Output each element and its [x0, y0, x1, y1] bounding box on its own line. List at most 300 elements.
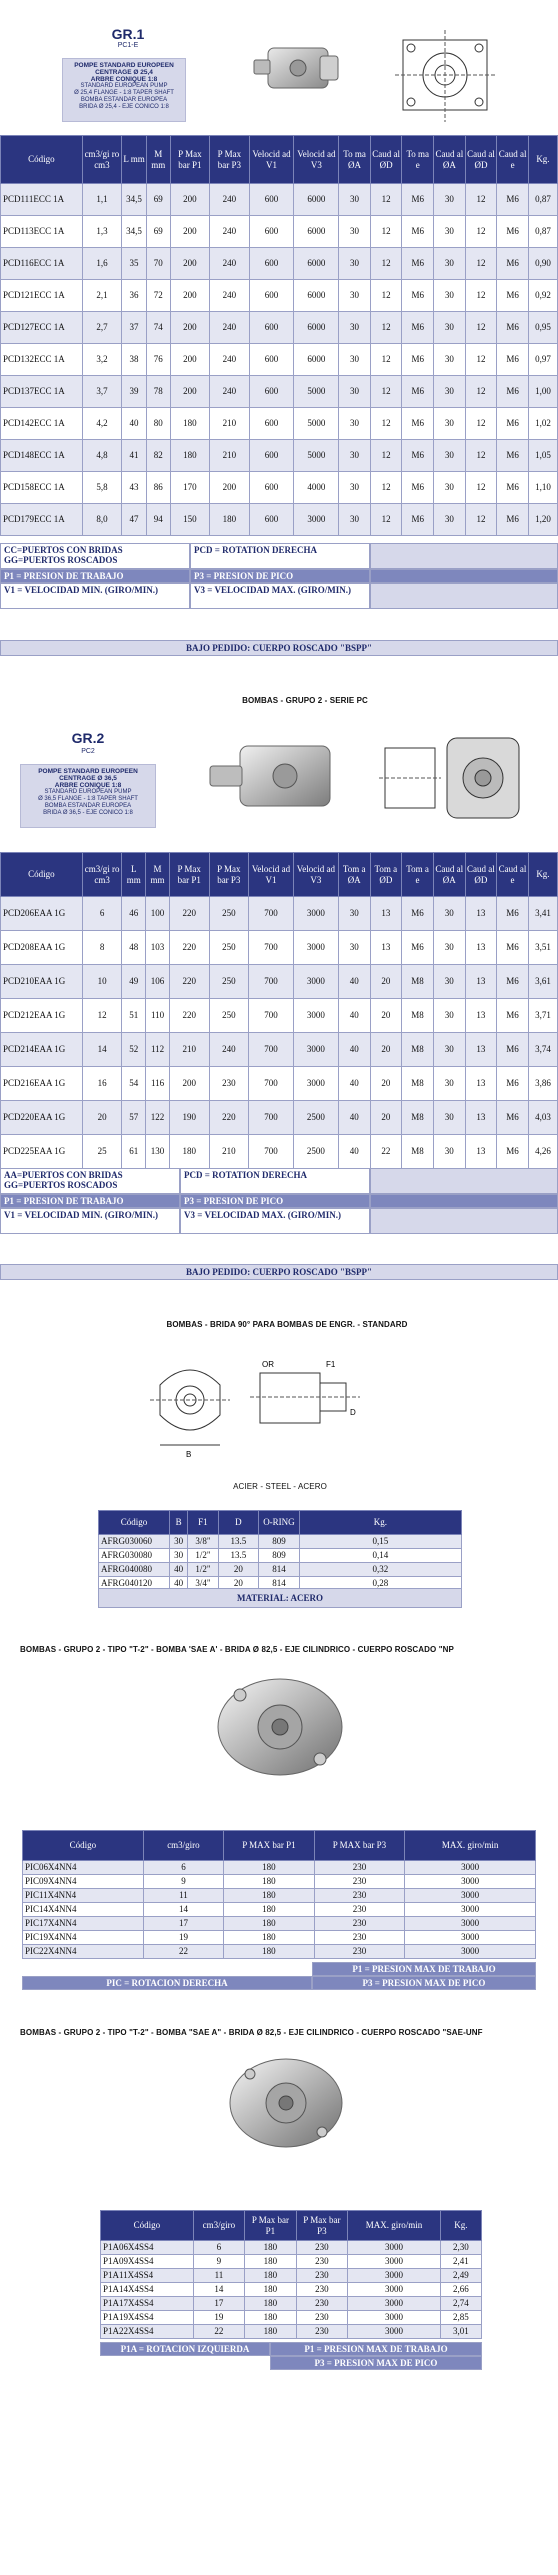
column-header: P Max bar P3: [210, 136, 250, 184]
table-cell: 12: [465, 344, 497, 376]
table-cell: 180: [224, 1917, 315, 1931]
table-cell: 6000: [294, 280, 339, 312]
legend-ports: CC=PUERTOS CON BRIDAS GG=PUERTOS ROSCADOS: [0, 543, 190, 569]
table-cell: 30: [433, 965, 465, 999]
table-row: [1, 440, 558, 472]
table-cell: 0,87: [528, 216, 557, 248]
table-cell: 4,26: [528, 1135, 557, 1169]
table-cell: 180: [245, 2241, 296, 2255]
gr2-pump-photo: [200, 726, 350, 826]
product-code: P1A22X4SS4: [101, 2325, 194, 2339]
table-cell: 6: [82, 897, 122, 931]
table-cell: 180: [224, 1875, 315, 1889]
table-cell: 180: [224, 1889, 315, 1903]
table-row: [99, 1563, 462, 1577]
legend-rotation: PIC = ROTACION DERECHA: [22, 1976, 312, 1990]
table-cell: 30: [339, 248, 371, 280]
column-header: D: [218, 1511, 259, 1535]
table-cell: 6: [193, 2241, 244, 2255]
info-line: STANDARD EUROPEAN PUMP: [44, 789, 132, 795]
product-code: PIC09X4NN4: [23, 1875, 144, 1889]
table-row: [1, 999, 558, 1033]
table-cell: M8: [402, 1101, 434, 1135]
table-cell: 3,2: [82, 344, 122, 376]
product-code: PIC19X4NN4: [23, 1931, 144, 1945]
table-cell: 25: [82, 1135, 122, 1169]
table-row: [101, 2311, 482, 2325]
table-cell: 170: [170, 472, 210, 504]
table-row: [101, 2255, 482, 2269]
table-cell: 38: [122, 344, 147, 376]
table-cell: 40: [169, 1563, 187, 1577]
table-cell: 30: [339, 376, 371, 408]
table-cell: 94: [146, 504, 170, 536]
table-cell: 0,28: [299, 1577, 461, 1591]
product-code: AFRG040080: [99, 1563, 170, 1577]
table-row: [1, 472, 558, 504]
product-code: PCD208EAA 1G: [1, 931, 83, 965]
table-cell: 180: [224, 1903, 315, 1917]
product-code: P1A19X4SS4: [101, 2311, 194, 2325]
table-cell: 30: [433, 1135, 465, 1169]
table-cell: 3000: [405, 1889, 536, 1903]
table-cell: 20: [370, 999, 402, 1033]
legend-v1: V1 = VELOCIDAD MIN. (GIRO/MIN.): [0, 583, 190, 609]
table-cell: M6: [402, 184, 434, 216]
table-cell: 12: [465, 376, 497, 408]
product-code: PCD212EAA 1G: [1, 999, 83, 1033]
table-cell: 116: [146, 1067, 170, 1101]
table-cell: 200: [210, 472, 250, 504]
product-code: AFRG030080: [99, 1549, 170, 1563]
brida-footer: MATERIAL: ACERO: [98, 1588, 462, 1608]
column-header: Tom a ØA: [338, 853, 370, 897]
column-header: Código: [101, 2211, 194, 2241]
table-cell: 40: [338, 999, 370, 1033]
table-cell: 30: [339, 472, 371, 504]
product-code: PCD121ECC 1A: [1, 280, 83, 312]
table-cell: 6000: [294, 216, 339, 248]
table-cell: 2,49: [440, 2269, 481, 2283]
product-code: P1A17X4SS4: [101, 2297, 194, 2311]
table-cell: 0,95: [528, 312, 557, 344]
table-header-row: [1, 853, 558, 897]
table-row: [99, 1549, 462, 1563]
column-header: Caud al e: [497, 136, 529, 184]
pic-legend: [22, 1962, 536, 1990]
table-cell: 600: [249, 216, 294, 248]
table-cell: 52: [122, 1033, 146, 1067]
table-cell: 240: [209, 1033, 249, 1067]
table-row: [23, 1875, 536, 1889]
table-cell: 3000: [348, 2241, 441, 2255]
table-cell: 40: [338, 1101, 370, 1135]
table-cell: M6: [497, 1033, 529, 1067]
table-cell: 6000: [294, 248, 339, 280]
info-line: ARBRE CONIQUE 1:8: [54, 782, 122, 789]
table-row: [1, 897, 558, 931]
table-row: [1, 1101, 558, 1135]
table-cell: 180: [245, 2255, 296, 2269]
legend-ports: AA=PUERTOS CON BRIDAS GG=PUERTOS ROSCADOS: [0, 1168, 180, 1194]
svg-text:OR: OR: [262, 1360, 274, 1369]
table-cell: M6: [402, 312, 434, 344]
table-cell: 30: [339, 280, 371, 312]
column-header: Tom a ØD: [370, 853, 402, 897]
table-cell: 230: [209, 1067, 249, 1101]
legend-p1: P1 = PRESION MAX DE TRABAJO: [312, 1962, 536, 1976]
info-line: Ø 25,4 FLANGE - 1:8 TAPER SHAFT: [74, 90, 174, 96]
table-cell: 3000: [293, 931, 338, 965]
table-cell: 100: [146, 897, 170, 931]
table-cell: 200: [170, 280, 210, 312]
column-header: Kg.: [440, 2211, 481, 2241]
column-header: P Max bar P3: [296, 2211, 347, 2241]
table-cell: 230: [314, 1931, 405, 1945]
table-cell: 200: [170, 344, 210, 376]
table-cell: M6: [497, 248, 529, 280]
table-cell: 130: [146, 1135, 170, 1169]
column-header: Caud al e: [497, 853, 529, 897]
table-cell: 3/4": [188, 1577, 218, 1591]
table-cell: 30: [434, 312, 466, 344]
table-cell: 809: [259, 1549, 300, 1563]
table-cell: 2,41: [440, 2255, 481, 2269]
table-cell: 37: [122, 312, 147, 344]
table-cell: 180: [210, 504, 250, 536]
pia-legend: [100, 2342, 482, 2370]
table-cell: 30: [434, 504, 466, 536]
table-cell: 210: [210, 408, 250, 440]
table-row: [1, 408, 558, 440]
product-code: PCD179ECC 1A: [1, 504, 83, 536]
column-header: O-RING: [259, 1511, 300, 1535]
table-cell: 250: [209, 965, 249, 999]
pia-spec-table: [100, 2210, 482, 2339]
gr2-banner: BOMBAS - GRUPO 2 - SERIE PC: [242, 696, 368, 705]
legend-spacer: [22, 1962, 312, 1976]
table-cell: 150: [170, 504, 210, 536]
table-header-row: [99, 1511, 462, 1535]
table-cell: 51: [122, 999, 146, 1033]
table-cell: 40: [338, 965, 370, 999]
table-cell: 190: [169, 1101, 209, 1135]
table-cell: 69: [146, 184, 170, 216]
table-cell: 600: [249, 504, 294, 536]
table-cell: 6000: [294, 184, 339, 216]
table-cell: 3/8": [188, 1535, 218, 1549]
product-code: AFRG030060: [99, 1535, 170, 1549]
gr2-info-box: [20, 764, 156, 828]
column-header: Caud al ØD: [465, 136, 497, 184]
table-cell: 240: [210, 216, 250, 248]
table-cell: 13: [465, 1067, 497, 1101]
table-cell: 39: [122, 376, 147, 408]
table-cell: 700: [249, 931, 294, 965]
table-cell: 220: [169, 999, 209, 1033]
table-cell: 72: [146, 280, 170, 312]
table-cell: 30: [339, 504, 371, 536]
table-row: [23, 1889, 536, 1903]
column-header: To ma e: [402, 136, 434, 184]
table-cell: M6: [402, 440, 434, 472]
table-cell: 30: [339, 344, 371, 376]
table-cell: M6: [497, 504, 529, 536]
table-cell: 700: [249, 1135, 294, 1169]
table-cell: 17: [143, 1917, 223, 1931]
table-cell: 0,97: [528, 344, 557, 376]
product-code: PCD158ECC 1A: [1, 472, 83, 504]
legend-empty: [370, 583, 558, 609]
table-cell: 112: [146, 1033, 170, 1067]
table-cell: 230: [314, 1861, 405, 1875]
table-cell: 180: [224, 1931, 315, 1945]
table-cell: 30: [339, 312, 371, 344]
legend-v3: V3 = VELOCIDAD MAX. (GIRO/MIN.): [190, 583, 370, 609]
legend-p1: P1 = PRESION DE TRABAJO: [0, 1194, 180, 1208]
table-row: [1, 965, 558, 999]
table-row: [1, 1135, 558, 1169]
table-cell: M6: [497, 344, 529, 376]
gr2-title: GR.2: [71, 730, 105, 746]
table-cell: 180: [245, 2311, 296, 2325]
table-cell: 600: [249, 440, 294, 472]
legend-empty: [370, 1208, 558, 1234]
product-code: PCD132ECC 1A: [1, 344, 83, 376]
table-cell: 12: [465, 504, 497, 536]
table-cell: 3,71: [528, 999, 557, 1033]
column-header: P MAX bar P3: [314, 1831, 405, 1861]
table-cell: 30: [169, 1535, 187, 1549]
table-cell: M6: [497, 472, 529, 504]
gr1-bottom-note: BAJO PEDIDO: CUERPO ROSCADO "BSPP": [0, 640, 558, 656]
table-cell: 230: [314, 1889, 405, 1903]
table-cell: 0,92: [528, 280, 557, 312]
table-cell: M8: [402, 999, 434, 1033]
product-code: PCD216EAA 1G: [1, 1067, 83, 1101]
table-cell: 20: [218, 1563, 259, 1577]
table-cell: 30: [433, 897, 465, 931]
table-cell: 30: [433, 999, 465, 1033]
product-code: PCD116ECC 1A: [1, 248, 83, 280]
table-cell: 19: [143, 1931, 223, 1945]
brida-caption: ACIER - STEEL - ACERO: [233, 1482, 327, 1491]
table-cell: 600: [249, 344, 294, 376]
table-cell: 12: [370, 344, 402, 376]
table-cell: 12: [370, 312, 402, 344]
table-cell: 180: [245, 2283, 296, 2297]
table-cell: M6: [402, 248, 434, 280]
table-cell: 3,7: [82, 376, 122, 408]
gr2-technical-drawing: [375, 720, 525, 840]
table-cell: 13: [370, 931, 402, 965]
table-cell: 3000: [293, 1067, 338, 1101]
table-cell: 600: [249, 472, 294, 504]
table-row: [1, 1033, 558, 1067]
table-cell: 47: [122, 504, 147, 536]
table-cell: 20: [370, 1033, 402, 1067]
table-cell: 0,87: [528, 184, 557, 216]
column-header: B: [169, 1511, 187, 1535]
table-cell: 230: [296, 2297, 347, 2311]
table-cell: 200: [170, 248, 210, 280]
table-cell: 12: [465, 248, 497, 280]
column-header: Caud al ØD: [370, 136, 402, 184]
table-cell: 230: [296, 2269, 347, 2283]
table-cell: 13.5: [218, 1535, 259, 1549]
column-header: cm3/gi ro cm3: [82, 136, 122, 184]
table-cell: M6: [497, 1067, 529, 1101]
table-cell: M6: [497, 312, 529, 344]
pic-pump-photo: [200, 1665, 360, 1790]
gr1-technical-drawing: [385, 26, 505, 126]
table-cell: 700: [249, 1067, 294, 1101]
table-cell: 240: [210, 344, 250, 376]
info-line: STANDARD EUROPEAN PUMP: [80, 83, 168, 89]
info-line: CENTRAGE Ø 25,4: [95, 69, 153, 76]
table-cell: 2500: [293, 1135, 338, 1169]
gr1-info-box: [62, 58, 186, 122]
table-row: [1, 376, 558, 408]
table-cell: 14: [82, 1033, 122, 1067]
table-cell: 3,61: [528, 965, 557, 999]
table-cell: 600: [249, 184, 294, 216]
info-line: BOMBA ESTANDAR EUROPEA: [44, 803, 132, 809]
brida-technical-drawing: [150, 1345, 390, 1465]
table-cell: 46: [122, 897, 146, 931]
table-cell: 2,74: [440, 2297, 481, 2311]
table-cell: 809: [259, 1535, 300, 1549]
table-cell: M6: [402, 931, 434, 965]
column-header: M mm: [146, 136, 170, 184]
column-header: F1: [188, 1511, 218, 1535]
table-cell: M6: [497, 440, 529, 472]
column-header: Código: [99, 1511, 170, 1535]
table-cell: 40: [122, 408, 147, 440]
table-cell: 34,5: [122, 216, 147, 248]
table-cell: 12: [370, 376, 402, 408]
table-cell: 240: [210, 312, 250, 344]
info-line: BRIDA Ø 25,4 - EJE CONICO 1:8: [79, 104, 169, 110]
table-row: [1, 504, 558, 536]
info-line: POMPE STANDARD EUROPEEN: [74, 62, 174, 69]
table-cell: 1,00: [528, 376, 557, 408]
table-cell: 34,5: [122, 184, 147, 216]
column-header: Velocid ad V3: [293, 853, 338, 897]
table-cell: 12: [465, 408, 497, 440]
table-cell: 20: [82, 1101, 122, 1135]
table-row: [101, 2325, 482, 2339]
table-cell: 3000: [348, 2325, 441, 2339]
table-cell: M6: [402, 216, 434, 248]
table-cell: 22: [193, 2325, 244, 2339]
product-code: AFRG040120: [99, 1577, 170, 1591]
table-cell: M6: [402, 897, 434, 931]
table-cell: 35: [122, 248, 147, 280]
legend-p1: P1 = PRESION MAX DE TRABAJO: [270, 2342, 482, 2356]
gr2-header: [0, 716, 558, 851]
table-cell: 250: [209, 931, 249, 965]
table-row: [23, 1945, 536, 1959]
table-cell: 210: [209, 1135, 249, 1169]
table-cell: 20: [370, 965, 402, 999]
column-header: P MAX bar P1: [224, 1831, 315, 1861]
info-line: Ø 36,5 FLANGE - 1:8 TAPER SHAFT: [38, 796, 138, 802]
table-cell: M8: [402, 1067, 434, 1101]
product-code: PCD148ECC 1A: [1, 440, 83, 472]
table-cell: 1/2": [188, 1563, 218, 1577]
table-cell: 3,51: [528, 931, 557, 965]
table-row: [101, 2297, 482, 2311]
table-cell: 4,2: [82, 408, 122, 440]
table-header-row: [23, 1831, 536, 1861]
table-cell: M6: [497, 931, 529, 965]
table-cell: 30: [434, 280, 466, 312]
table-cell: M6: [497, 965, 529, 999]
table-cell: 180: [245, 2297, 296, 2311]
column-header: Tom a e: [402, 853, 434, 897]
info-line: CENTRAGE Ø 36,5: [59, 775, 117, 782]
table-cell: 230: [314, 1875, 405, 1889]
column-header: L mm: [122, 136, 147, 184]
table-cell: 20: [218, 1577, 259, 1591]
table-cell: 8: [82, 931, 122, 965]
table-cell: M6: [497, 999, 529, 1033]
table-cell: 230: [314, 1903, 405, 1917]
table-cell: 180: [224, 1861, 315, 1875]
table-cell: 220: [209, 1101, 249, 1135]
table-cell: 9: [193, 2255, 244, 2269]
table-cell: 30: [434, 248, 466, 280]
product-code: PCD214EAA 1G: [1, 1033, 83, 1067]
legend-v1: V1 = VELOCIDAD MIN. (GIRO/MIN.): [0, 1208, 180, 1234]
table-cell: 13: [465, 1135, 497, 1169]
column-header: Código: [1, 853, 83, 897]
table-cell: 200: [169, 1067, 209, 1101]
table-cell: 69: [146, 216, 170, 248]
table-row: [101, 2269, 482, 2283]
product-code: P1A09X4SS4: [101, 2255, 194, 2269]
product-code: P1A06X4SS4: [101, 2241, 194, 2255]
table-cell: 3000: [348, 2283, 441, 2297]
table-cell: 600: [249, 312, 294, 344]
gr1-subtitle: PC1-E: [117, 42, 139, 49]
svg-text:F1: F1: [326, 1360, 336, 1369]
legend-v3: V3 = VELOCIDAD MAX. (GIRO/MIN.): [180, 1208, 370, 1234]
legend-empty: [370, 1194, 558, 1208]
table-cell: 5,8: [82, 472, 122, 504]
gr2-subtitle: PC2: [81, 748, 95, 755]
table-cell: 22: [143, 1945, 223, 1959]
legend-empty: [370, 543, 558, 569]
table-cell: 240: [210, 184, 250, 216]
table-cell: 180: [245, 2269, 296, 2283]
table-cell: 2,30: [440, 2241, 481, 2255]
table-row: [1, 931, 558, 965]
table-cell: 600: [249, 280, 294, 312]
table-cell: 3000: [405, 1861, 536, 1875]
table-cell: 210: [169, 1033, 209, 1067]
table-cell: 4,8: [82, 440, 122, 472]
table-cell: 3000: [348, 2255, 441, 2269]
table-row: [99, 1535, 462, 1549]
table-cell: 220: [169, 965, 209, 999]
table-cell: 30: [169, 1549, 187, 1563]
table-cell: 230: [296, 2283, 347, 2297]
table-cell: 13: [465, 931, 497, 965]
table-cell: 8,0: [82, 504, 122, 536]
table-cell: M6: [497, 216, 529, 248]
